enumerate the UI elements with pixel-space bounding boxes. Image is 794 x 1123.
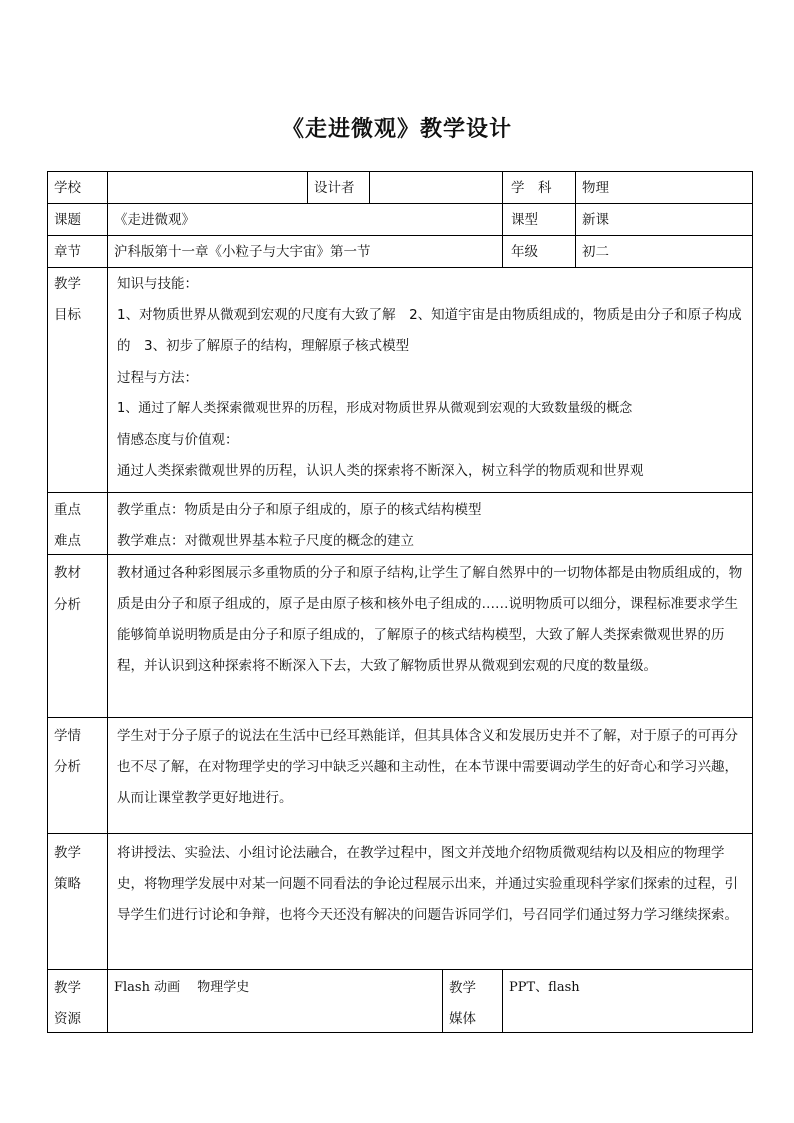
objectives-label-2: 目标 — [54, 307, 81, 323]
designer-label: 设计者 — [314, 180, 355, 196]
objectives-heading-attitude: 情感态度与价值观： — [117, 432, 239, 448]
row-divider — [47, 833, 753, 834]
grade-label: 年级 — [511, 244, 538, 260]
objectives-attitude-text: 通过人类探索微观世界的历程，认识人类的探索将不断深入，树立科学的物质观和世界观 — [117, 463, 644, 479]
row-divider — [47, 492, 753, 493]
column-divider — [442, 969, 443, 1033]
column-divider — [107, 171, 108, 1033]
topic-value: 《走进微观》 — [114, 212, 195, 228]
material-analysis-text: 教材通过各种彩图展示多重物质的分子和原子结构,让学生了解自然界中的一切物体都是由物质组成的，物质是由分子和原子组成的，原子是由原子核和核外电子组成的……说明物质可以细分，课程标准要求学生能够简单说明物质是由分子和原子组成的，了解原子的核式结构模型，大致了解人类探索微观世界的历程，并认识到这种探索将不断深入下去，大致了解物质世界从微观到宏观的尺度的数量级。 — [117, 565, 743, 674]
row-divider — [47, 235, 753, 236]
students-label-2: 分析 — [54, 759, 81, 775]
column-divider — [369, 171, 370, 203]
resources-label-1: 教学 — [54, 980, 81, 996]
row-divider — [47, 267, 753, 268]
strategy-label-2: 策略 — [54, 876, 81, 892]
teaching-strategy-text: 将讲授法、实验法、小组讨论法融合，在教学过程中，图文并茂地介绍物质微观结构以及相应的物理学史，将物理学发展中对某一问题不同看法的争论过程展示出来，并通过实验重现科学家们探索的过程，引导学生们进行讨论和争辩，也将今天还没有解决的问题告诉同学们，号召同学们通过努力学习继续探索。 — [117, 845, 738, 923]
column-divider — [307, 171, 308, 203]
column-divider — [502, 171, 503, 267]
column-divider — [502, 969, 503, 1033]
school-label: 学校 — [54, 180, 81, 196]
topic-label: 课题 — [54, 212, 81, 228]
student-analysis-text: 学生对于分子原子的说法在生活中已经耳熟能详，但其具体含义和发展历史并不了解，对于原子的可再分也不尽了解，在对物理学史的学习中缺乏兴趣和主动性，在本节课中需要调动学生的好奇心和学习兴趣，从而让课堂教学更好地进行。 — [117, 728, 738, 806]
column-divider — [575, 171, 576, 267]
students-label-1: 学情 — [54, 728, 81, 744]
lesson-type-value: 新课 — [582, 212, 609, 228]
resources-label-2: 资源 — [54, 1011, 81, 1027]
media-label-1: 教学 — [449, 980, 476, 996]
lesson-type-label: 课型 — [511, 212, 538, 228]
row-divider — [47, 203, 753, 204]
grade-value: 初二 — [582, 244, 609, 260]
media-value: PPT、flash — [509, 980, 580, 995]
keypoints-label-2: 难点 — [54, 533, 81, 549]
chapter-label: 章节 — [54, 244, 81, 260]
row-divider — [47, 717, 753, 718]
row-divider — [47, 969, 753, 970]
objectives-knowledge-text: 1、对物质世界从微观到宏观的尺度有大致了解 2、知道宇宙是由物质组成的，物质是由分子和原子构成的 3、初步了解原子的结构，理解原子核式模型 — [117, 307, 742, 354]
row-divider — [47, 554, 753, 555]
subject-value: 物理 — [582, 180, 609, 196]
page-title: 《走进微观》教学设计 — [281, 116, 512, 142]
objectives-heading-process: 过程与方法： — [117, 370, 198, 386]
strategy-label-1: 教学 — [54, 845, 81, 861]
objectives-heading-knowledge: 知识与技能： — [117, 276, 198, 292]
subject-label: 学 科 — [511, 180, 552, 196]
media-label-2: 媒体 — [449, 1011, 476, 1027]
objectives-label-1: 教学 — [54, 276, 81, 292]
difficult-point-text: 教学难点：对微观世界基本粒子尺度的概念的建立 — [117, 533, 414, 549]
chapter-value: 沪科版第十一章《小粒子与大宇宙》第一节 — [114, 244, 371, 260]
material-label-1: 教材 — [54, 565, 81, 581]
resources-value: Flash 动画 物理学史 — [114, 980, 250, 995]
objectives-process-text: 1、通过了解人类探索微观世界的历程，形成对物质世界从微观到宏观的大致数量级的概念 — [117, 401, 633, 416]
material-label-2: 分析 — [54, 597, 81, 613]
key-point-text: 教学重点：物质是由分子和原子组成的，原子的核式结构模型 — [117, 502, 482, 518]
keypoints-label-1: 重点 — [54, 502, 81, 518]
